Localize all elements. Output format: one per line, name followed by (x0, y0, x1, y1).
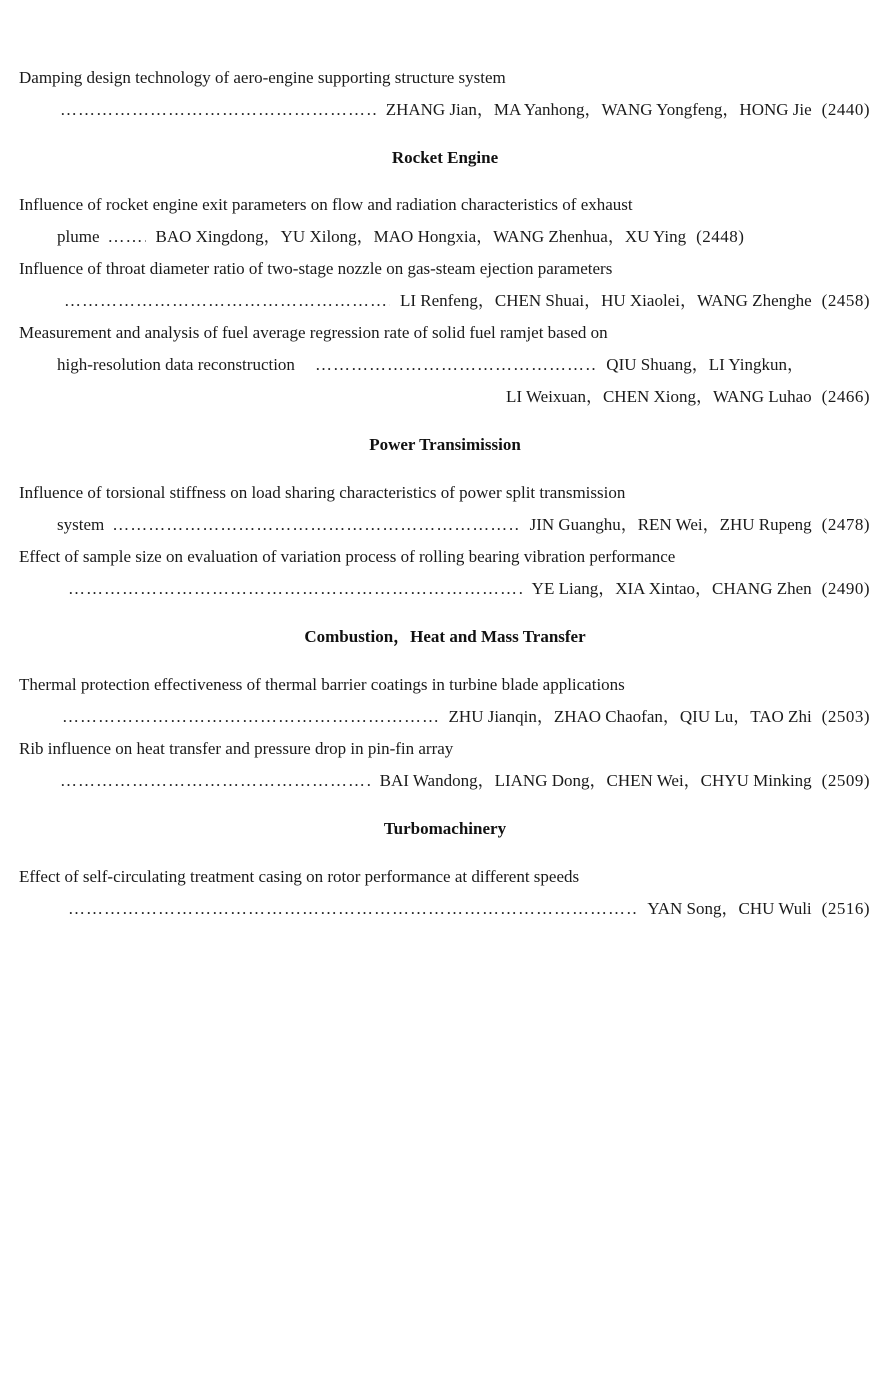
article-byline (60, 100, 870, 120)
section-heading-turbomachinery: Turbomachinery (383, 819, 507, 838)
article-title: Measurement and analysis of fuel average regression rate of solid fuel ramjet based on (19, 323, 608, 342)
article-byline (68, 899, 870, 919)
article-authors: ZHU Jianqin，ZHAO Chaofan，QIU Lu，TAO Zhi (448, 707, 812, 726)
article-authors: BAI Wandong，LIANG Dong，CHEN Wei，CHYU Minking (379, 771, 812, 790)
page-number: (2466) (821, 387, 870, 406)
page-number: (2458) (821, 291, 870, 310)
dot-leader (64, 291, 390, 311)
article-authors: QIU Shuang，LI Yingkun， (606, 355, 804, 374)
dot-leader (60, 100, 376, 120)
page-number: (2509) (821, 771, 870, 790)
dot-leader (108, 227, 146, 247)
article-authors: BAO Xingdong，YU Xilong，MAO Hongxia，WANG Zhenhua，XU Ying (155, 227, 687, 246)
page-number: (2516) (821, 899, 870, 918)
article-authors: LI Weixuan，CHEN Xiong，WANG Luhao (505, 387, 812, 406)
dot-leader (112, 515, 519, 535)
article-byline (57, 355, 804, 375)
article-title: Effect of self-circulating treatment casing on rotor performance at different speeds (19, 867, 580, 886)
article-title-continuation: high-resolution data reconstruction (57, 355, 295, 374)
article-title: Influence of rocket engine exit parameters on flow and radiation characteristics of exhaust (19, 195, 633, 214)
article-byline (68, 579, 870, 599)
page-number: (2448) (696, 227, 745, 246)
article-title: Rib influence on heat transfer and pressure drop in pin-fin array (19, 739, 454, 758)
dot-leader (60, 771, 370, 791)
page-number: (2490) (821, 579, 870, 598)
article-byline (64, 291, 870, 311)
section-heading-rocket-engine: Rocket Engine (391, 148, 499, 167)
dot-leader (68, 899, 637, 919)
article-byline (60, 771, 870, 791)
page-number: (2440) (821, 100, 870, 119)
article-title-continuation: plume (57, 227, 100, 246)
article-byline (57, 227, 870, 247)
page-number: (2503) (821, 707, 870, 726)
article-authors: JIN Guanghu，REN Wei，ZHU Rupeng (529, 515, 812, 534)
article-authors: YAN Song，CHU Wuli (647, 899, 812, 918)
section-heading-combustion-heat-mass-transfer: Combustion，Heat and Mass Transfer (304, 627, 586, 646)
article-byline (57, 515, 870, 535)
article-authors: LI Renfeng，CHEN Shuai，HU Xiaolei，WANG Zhenghe (399, 291, 812, 310)
article-title: Influence of torsional stiffness on load sharing characteristics of power split transmission (19, 483, 626, 502)
article-title: Effect of sample size on evaluation of variation process of rolling bearing vibration performance (19, 547, 676, 566)
dot-leader (68, 579, 522, 599)
article-title: Thermal protection effectiveness of thermal barrier coatings in turbine blade applications (19, 675, 625, 694)
article-byline-continued (430, 387, 870, 407)
article-title: Influence of throat diameter ratio of two-stage nozzle on gas-steam ejection parameters (19, 259, 613, 278)
dot-leader (62, 707, 439, 727)
page-number: (2478) (821, 515, 870, 534)
article-authors: YE Liang，XIA Xintao，CHANG Zhen (531, 579, 812, 598)
article-authors: ZHANG Jian，MA Yanhong，WANG Yongfeng，HONG Jie (385, 100, 812, 119)
article-title-continuation: system (57, 515, 105, 534)
article-byline (62, 707, 870, 727)
article-title: Damping design technology of aero-engine supporting structure system (19, 68, 506, 87)
dot-leader (315, 355, 596, 375)
section-heading-power-transmission: Power Transimission (369, 435, 521, 454)
